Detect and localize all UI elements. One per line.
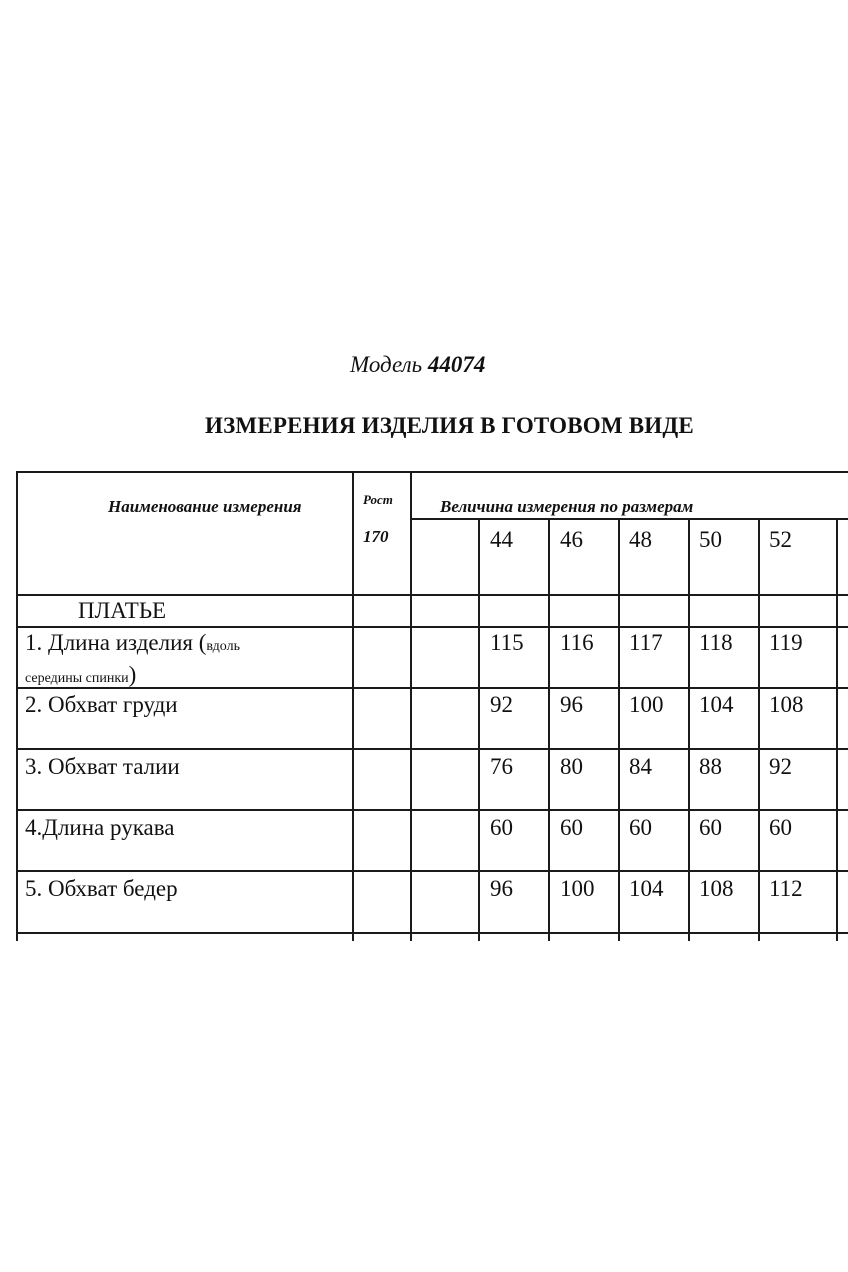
header-height-value: 170	[363, 527, 389, 546]
table-row-line	[16, 748, 848, 750]
size-header-50: 50	[699, 527, 722, 552]
table-cell-value: 104	[699, 692, 734, 717]
table-row-line	[16, 870, 848, 872]
table-cell-value: 118	[699, 630, 733, 655]
table-cell-value: 60	[560, 815, 583, 840]
table-cell-value: 88	[699, 754, 722, 779]
model-label: Модель	[350, 352, 423, 377]
table-column-line	[688, 518, 690, 941]
row-label-continuation: середины спинки)	[25, 662, 137, 687]
table-cell-value: 112	[769, 876, 803, 901]
row-label: 3. Обхват талии	[25, 754, 180, 779]
table-column-line	[548, 518, 550, 941]
section-title: ПЛАТЬЕ	[78, 598, 167, 623]
table-cell-value: 80	[560, 754, 583, 779]
table-cell-value: 60	[769, 815, 792, 840]
table-row-line	[16, 809, 848, 811]
document-heading: ИЗМЕРЕНИЯ ИЗДЕЛИЯ В ГОТОВОМ ВИДЕ	[205, 413, 694, 438]
table-row-line	[16, 687, 848, 689]
table-cell-value: 96	[560, 692, 583, 717]
table-cell-value: 104	[629, 876, 664, 901]
size-header-46: 46	[560, 527, 583, 552]
table-border-left	[16, 471, 18, 941]
table-cell-value: 100	[629, 692, 664, 717]
table-cell-value: 60	[699, 815, 722, 840]
table-row-line	[16, 594, 848, 596]
row-label: 4.Длина рукава	[25, 815, 175, 840]
table-cell-value: 108	[769, 692, 804, 717]
table-cell-value: 92	[490, 692, 513, 717]
header-sizes-label: Величина измерения по размерам	[440, 497, 694, 516]
table-row-line	[16, 626, 848, 628]
model-number: 44074	[427, 352, 486, 377]
table-cell-value: 117	[629, 630, 663, 655]
row-label: 5. Обхват бедер	[25, 876, 178, 901]
table-cell-value: 60	[490, 815, 513, 840]
table-column-line	[410, 471, 412, 941]
table-row-line	[16, 932, 848, 934]
table-cell-value: 108	[699, 876, 734, 901]
table-cell-value: 100	[560, 876, 595, 901]
table-border-top	[16, 471, 848, 473]
table-cell-value: 115	[490, 630, 524, 655]
row-label: 2. Обхват груди	[25, 692, 178, 717]
size-header-52: 52	[769, 527, 792, 552]
table-cell-value: 92	[769, 754, 792, 779]
row-label: 1. Длина изделия (вдоль	[25, 630, 240, 655]
table-cell-value: 76	[490, 754, 513, 779]
size-header-48: 48	[629, 527, 652, 552]
table-header-divider	[410, 518, 848, 520]
table-column-line	[618, 518, 620, 941]
table-cell-value: 116	[560, 630, 594, 655]
table-column-line	[478, 518, 480, 941]
model-title	[350, 352, 485, 378]
header-measurement-name: Наименование измерения	[108, 497, 302, 516]
table-column-line	[836, 518, 838, 941]
table-cell-value: 119	[769, 630, 803, 655]
table-column-line	[758, 518, 760, 941]
table-cell-value: 96	[490, 876, 513, 901]
table-column-line	[352, 471, 354, 941]
header-height-label: Рост	[363, 492, 393, 507]
table-cell-value: 60	[629, 815, 652, 840]
table-cell-value: 84	[629, 754, 652, 779]
size-header-44: 44	[490, 527, 513, 552]
